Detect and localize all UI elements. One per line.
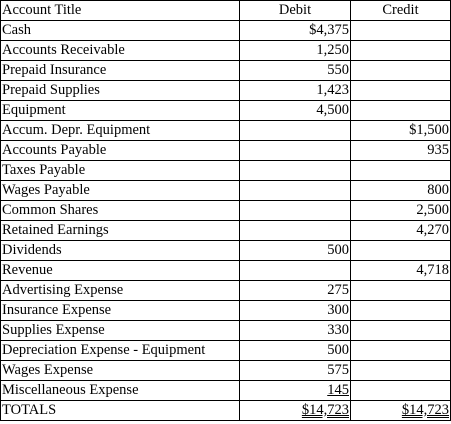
- debit-cell: [240, 261, 351, 281]
- account-title-cell: Dividends: [1, 241, 240, 261]
- table-row: [1, 261, 451, 281]
- table-row: [1, 201, 451, 221]
- account-title-cell: Prepaid Insurance: [1, 61, 240, 81]
- table-row: [1, 221, 451, 241]
- debit-cell: 4,500: [240, 101, 351, 121]
- debit-cell: 275: [240, 281, 351, 301]
- debit-cell: [240, 121, 351, 141]
- table-row: [1, 81, 451, 101]
- account-title-cell: Common Shares: [1, 201, 240, 221]
- account-title-cell: Depreciation Expense - Equipment: [1, 341, 240, 361]
- debit-cell: $4,375: [240, 21, 351, 41]
- credit-cell: 4,718: [351, 261, 451, 281]
- totals-credit-value: $14,723: [401, 402, 449, 418]
- account-title-cell: Prepaid Supplies: [1, 81, 240, 101]
- debit-value-underlined: 145: [327, 382, 349, 398]
- credit-cell: [351, 61, 451, 81]
- totals-credit-cell: [351, 401, 451, 421]
- table-row: [1, 141, 451, 161]
- totals-debit-cell: [240, 401, 351, 421]
- table-row: [1, 321, 451, 341]
- credit-cell: $1,500: [351, 121, 451, 141]
- debit-cell: [240, 201, 351, 221]
- table-row: [1, 381, 451, 401]
- debit-cell: 1,423: [240, 81, 351, 101]
- account-title-cell: Wages Expense: [1, 361, 240, 381]
- table-row: [1, 61, 451, 81]
- credit-cell: [351, 81, 451, 101]
- totals-debit-value: $14,723: [301, 402, 349, 418]
- table-row: [1, 21, 451, 41]
- table-row: [1, 41, 451, 61]
- account-title-cell: Accounts Payable: [1, 141, 240, 161]
- table-row: [1, 281, 451, 301]
- debit-cell: 330: [240, 321, 351, 341]
- header-debit: Debit: [240, 1, 351, 21]
- table-row: [1, 161, 451, 181]
- debit-cell: [240, 181, 351, 201]
- credit-cell: [351, 341, 451, 361]
- credit-cell: 4,270: [351, 221, 451, 241]
- account-title-cell: Insurance Expense: [1, 301, 240, 321]
- account-title-cell: Wages Payable: [1, 181, 240, 201]
- credit-cell: [351, 41, 451, 61]
- account-title-cell: Supplies Expense: [1, 321, 240, 341]
- table-row: [1, 101, 451, 121]
- credit-cell: [351, 301, 451, 321]
- debit-cell: [240, 381, 351, 401]
- credit-cell: [351, 381, 451, 401]
- credit-cell: [351, 361, 451, 381]
- account-title-cell: Miscellaneous Expense: [1, 381, 240, 401]
- account-title-cell: Accum. Depr. Equipment: [1, 121, 240, 141]
- table-row: [1, 301, 451, 321]
- debit-cell: [240, 141, 351, 161]
- account-title-cell: Advertising Expense: [1, 281, 240, 301]
- credit-cell: [351, 101, 451, 121]
- credit-cell: [351, 21, 451, 41]
- debit-cell: 1,250: [240, 41, 351, 61]
- debit-cell: [240, 221, 351, 241]
- table-row: [1, 181, 451, 201]
- credit-cell: [351, 241, 451, 261]
- debit-cell: 500: [240, 341, 351, 361]
- account-title-cell: Cash: [1, 21, 240, 41]
- credit-cell: [351, 321, 451, 341]
- debit-cell: 300: [240, 301, 351, 321]
- table-row: [1, 121, 451, 141]
- credit-cell: [351, 281, 451, 301]
- table-row: [1, 241, 451, 261]
- header-row: [1, 1, 451, 21]
- credit-cell: 935: [351, 141, 451, 161]
- credit-cell: 800: [351, 181, 451, 201]
- account-title-cell: Accounts Receivable: [1, 41, 240, 61]
- totals-label: TOTALS: [1, 401, 240, 421]
- table-row: [1, 341, 451, 361]
- table-row: [1, 361, 451, 381]
- debit-cell: 500: [240, 241, 351, 261]
- debit-cell: 575: [240, 361, 351, 381]
- debit-cell: [240, 161, 351, 181]
- debit-cell: 550: [240, 61, 351, 81]
- credit-cell: [351, 161, 451, 181]
- header-account-title: Account Title: [1, 1, 240, 21]
- header-credit: Credit: [351, 1, 451, 21]
- account-title-cell: Retained Earnings: [1, 221, 240, 241]
- totals-row: [1, 401, 451, 421]
- account-title-cell: Equipment: [1, 101, 240, 121]
- account-title-cell: Revenue: [1, 261, 240, 281]
- credit-cell: 2,500: [351, 201, 451, 221]
- account-title-cell: Taxes Payable: [1, 161, 240, 181]
